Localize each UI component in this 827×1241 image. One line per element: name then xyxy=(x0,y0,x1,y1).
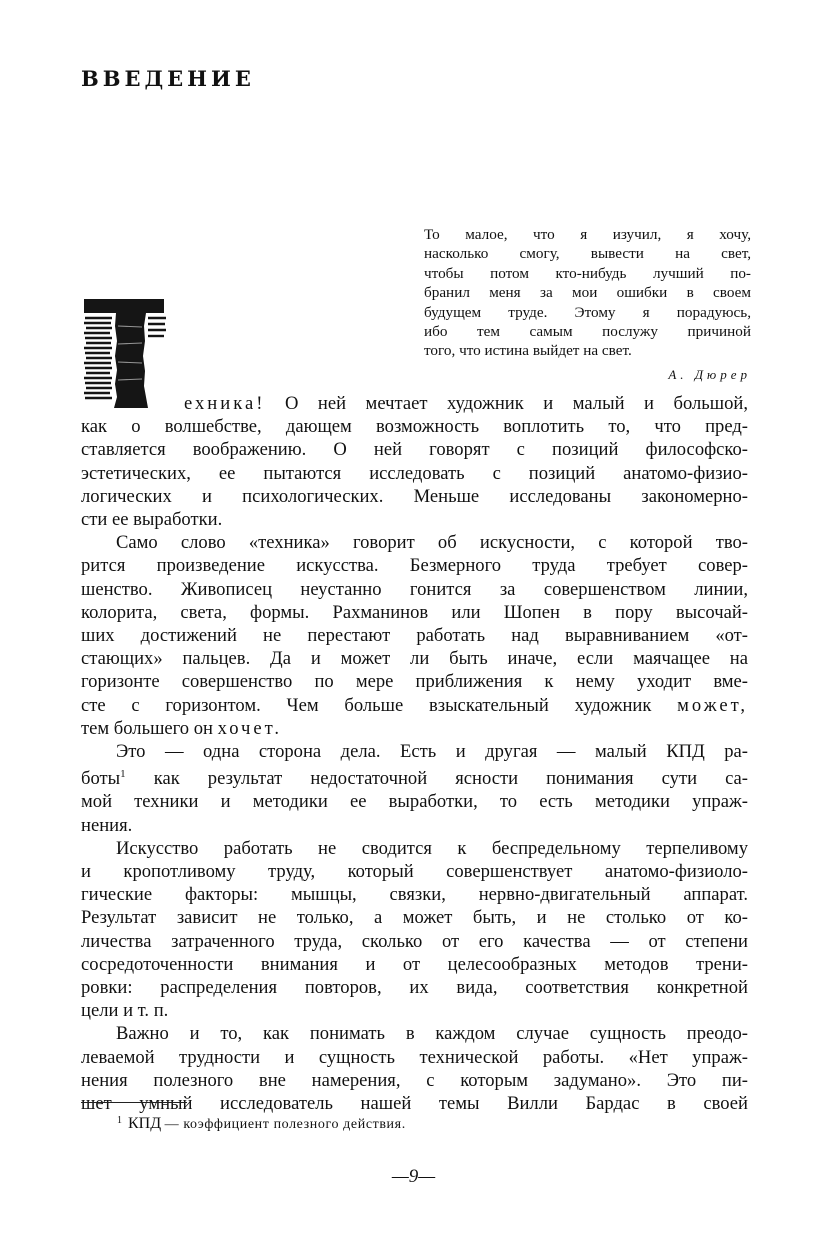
paragraph-line: нения. xyxy=(81,814,133,836)
epigraph-line: насколько смогу, вывести на свет, xyxy=(424,245,751,263)
footnote-reference[interactable]: 1 xyxy=(120,768,126,781)
paragraph-line: Само слово «техника» говорит об искусности, с которой тво- xyxy=(116,532,748,554)
paragraph-line-text: О ней мечтает художник и малый и большой, xyxy=(284,393,748,414)
paragraph-line xyxy=(81,763,748,790)
paragraph-line: и кропотливому труду, который совершенствует анатомо-физиоло- xyxy=(81,861,748,883)
epigraph-line: ибо тем самым послужу причиной xyxy=(424,323,751,341)
epigraph-line: бранил меня за мои ошибки в своем xyxy=(424,284,751,302)
paragraph-line: личества затраченного труда, сколько от его качества — от степени xyxy=(81,930,748,952)
paragraph-line: шет умный исследователь нашей темы Вилли Бардас в своей xyxy=(81,1093,748,1115)
paragraph-line: логических и психологических. Меньше исследованы закономерно- xyxy=(81,485,748,507)
emphasized-word: хочет. xyxy=(217,717,283,739)
paragraph-line: Результат зависит не только, а может быть, и не столько от ко- xyxy=(81,907,748,929)
epigraph-line: того, что истина выйдет на свет. xyxy=(424,342,632,360)
paragraph-line xyxy=(81,392,748,415)
paragraph-line: горизонте совершенство по мере приближения к нему уходит вме- xyxy=(81,671,748,693)
epigraph-line: чтобы потом кто-нибудь лучший по- xyxy=(424,264,751,282)
paragraph-line: ровки: распределения повторов, их вида, соответствия конкретной xyxy=(81,977,748,999)
paragraph-line: сти ее выработки. xyxy=(81,509,223,531)
paragraph-line: гические факторы: мышцы, связки, нервно-двигательный аппарат. xyxy=(81,884,748,906)
paragraph-opening-word: ехника! xyxy=(184,393,266,414)
paragraph-line-text: как результат недостаточной ясности понимания сути са- xyxy=(153,768,748,790)
emphasized-word: может, xyxy=(677,694,748,716)
paragraph-line: сосредоточенности внимания и от целесообразных методов трени- xyxy=(81,953,748,975)
paragraph-line: ставляется воображению. О ней говорят с позиций философско- xyxy=(81,439,748,461)
chapter-heading: ВВЕДЕНИЕ xyxy=(81,66,255,91)
epigraph-line: будущем труде. Этому я порадуюсь, xyxy=(424,303,751,321)
paragraph-line-text: боты xyxy=(81,768,121,790)
paragraph-line xyxy=(81,717,748,740)
page-number: —9— xyxy=(391,1166,436,1187)
footnote-term: КПД xyxy=(128,1115,162,1132)
paragraph-line: нения полезного вне намерения, с которым задумано». Это пи- xyxy=(81,1069,748,1091)
paragraph-line: цели и т. п. xyxy=(81,1000,169,1022)
paragraph-line: мой техники и методики ее выработки, то есть методики упраж- xyxy=(81,791,748,813)
paragraph-line-text: сте с горизонтом. Чем больше взыскательный художник xyxy=(81,694,652,716)
paragraph-line xyxy=(81,694,748,717)
paragraph-line: шенство. Живописец неустанно гонится за совершенством линии, xyxy=(81,578,748,600)
epigraph-line: То малое, что я изучил, я хочу, xyxy=(424,226,751,243)
footnote-mark: 1 xyxy=(117,1115,122,1126)
epigraph xyxy=(424,225,751,384)
body-text xyxy=(81,392,748,1115)
paragraph-line: эстетических, ее пытаются исследовать с позиций анатомо-физио- xyxy=(81,462,748,484)
paragraph-line-text: тем большего он xyxy=(81,717,213,739)
paragraph-line: леваемой трудности и сущность технической работы. «Нет упраж- xyxy=(81,1046,748,1068)
paragraph-line: стающих» пальцев. Да и может ли быть иначе, если маячащее на xyxy=(81,648,748,670)
paragraph-line: как о волшебстве, дающем возможность воплотить то, что пред- xyxy=(81,416,748,438)
paragraph-line: Искусство работать не сводится к беспредельному терпеливому xyxy=(116,837,748,859)
paragraph-line: колорита, света, формы. Рахманинов или Шопен в пору высочай- xyxy=(81,601,748,623)
paragraph-line: Важно и то, как понимать в каждом случае сущность преодо- xyxy=(116,1023,748,1045)
footnote-definition: — коэффициент полезного действия. xyxy=(164,1117,406,1132)
footnote-divider xyxy=(81,1102,187,1103)
paragraph-line: ших достижений не перестают работать над выравниванием «от- xyxy=(81,625,748,647)
footnote xyxy=(117,1115,406,1133)
epigraph-author: А. Дюрер xyxy=(668,366,751,382)
paragraph-line: рится произведение искусства. Безмерного труда требует совер- xyxy=(81,555,748,577)
paragraph-line: Это — одна сторона дела. Есть и другая — малый КПД ра- xyxy=(116,741,748,763)
